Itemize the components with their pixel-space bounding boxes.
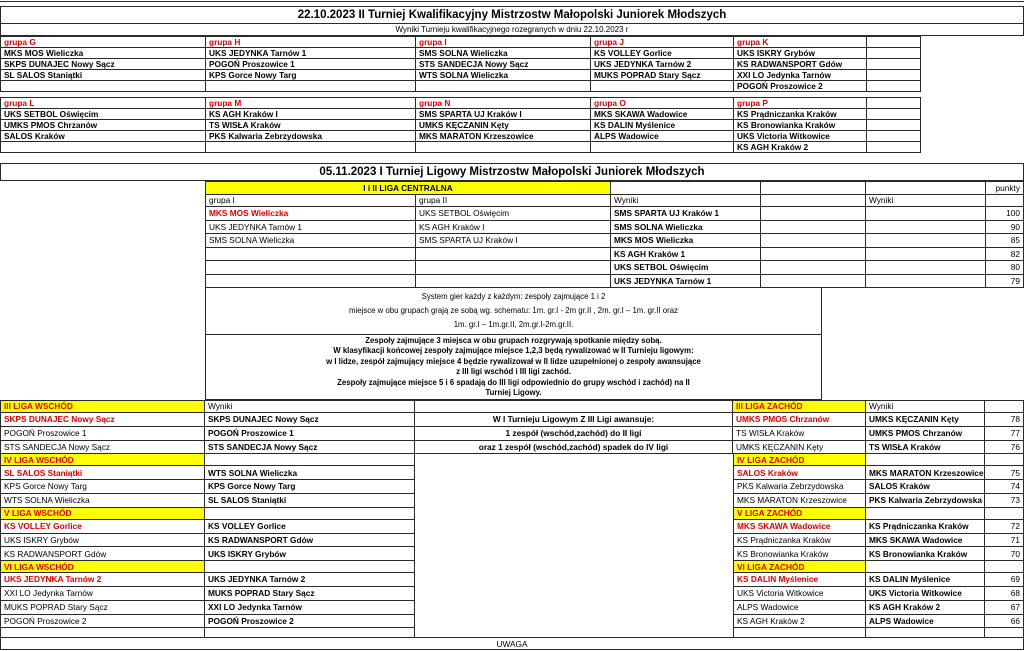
- result-cell: PKS Kalwaria Zebrzydowska: [866, 494, 985, 508]
- league-header-row: [0, 508, 1024, 520]
- group-team-row: [1, 131, 921, 142]
- group-header-cell: grupa N: [416, 98, 591, 109]
- central-banner-cell: I i II LIGA CENTRALNA: [206, 182, 611, 195]
- points-cell: 78: [985, 413, 1024, 427]
- results-label-cell: [205, 454, 415, 466]
- team-cell: [1, 142, 206, 153]
- result-cell: KS RADWANSPORT Gdów: [205, 534, 415, 548]
- result-cell: XXI LO Jedynka Tarnów: [205, 601, 415, 615]
- league-team-row: [0, 547, 1024, 561]
- system-note: [205, 287, 822, 335]
- result-cell: UKS ISKRY Grybów: [205, 547, 415, 561]
- league-header-cell: VI LIGA WSCHÓD: [0, 561, 205, 573]
- points-cell: 66: [985, 615, 1024, 629]
- points-cell: 82: [986, 248, 1024, 262]
- results-label-cell: Wyniki: [866, 401, 985, 413]
- result-cell: TS WISŁA Kraków: [866, 441, 985, 455]
- classification-note: [205, 334, 822, 400]
- middle-cell: [415, 561, 733, 573]
- league-team-row: [0, 601, 1024, 615]
- empty-row: [0, 628, 1024, 638]
- middle-note-cell: [415, 494, 733, 508]
- empty-cell: [761, 234, 866, 248]
- team-cell: SMS SOLNA Wieliczka: [416, 48, 591, 59]
- team-cell: ALPS Wadowice: [733, 601, 866, 615]
- central-team-row: [206, 234, 1024, 248]
- team-cell: MKS MOS Wieliczka: [1, 48, 206, 59]
- team-cell: UKS Victoria Witkowice: [733, 587, 866, 601]
- team-cell: PKS Kalwaria Zebrzydowska: [733, 480, 866, 494]
- empty-cell: [867, 142, 921, 153]
- empty-cell: [866, 248, 986, 262]
- group-header-cell: grupa K: [734, 37, 867, 48]
- team-cell: POGOŃ Proszowice 2: [0, 615, 205, 629]
- empty-cell: [866, 221, 986, 235]
- qualification-groups-table: [0, 36, 1024, 153]
- result-cell: SL SALOS Staniątki: [205, 494, 415, 508]
- middle-note-cell: [415, 587, 733, 601]
- result-cell: KS AGH Kraków 2: [866, 601, 985, 615]
- empty-cell: [0, 628, 205, 638]
- empty-cell: [761, 275, 866, 289]
- group-header-cell: grupa J: [591, 37, 734, 48]
- team-cell: UKS Victoria Witkowice: [734, 131, 867, 142]
- team-cell: MUKS POPRAD Stary Sącz: [0, 601, 205, 615]
- empty-cell: [866, 275, 986, 289]
- empty-cell: [867, 98, 921, 109]
- central-league-table: [205, 181, 1024, 288]
- empty-cell: [985, 401, 1024, 413]
- central-team-row: [206, 248, 1024, 262]
- team-cell: KS DALIN Myślenice: [733, 573, 866, 587]
- empty-cell: [985, 508, 1024, 520]
- middle-note-cell: [415, 480, 733, 494]
- league-header-row: [0, 401, 1024, 413]
- empty-cell: [761, 221, 866, 235]
- points-cell: 74: [985, 480, 1024, 494]
- points-cell: 70: [985, 547, 1024, 561]
- team-cell: UKS SETBOL Oświęcim: [416, 207, 611, 221]
- team-cell: UKS JEDYNKA Tarnów 2: [591, 59, 734, 70]
- points-cell: 73: [985, 494, 1024, 508]
- empty-cell: [867, 48, 921, 59]
- result-cell: UKS JEDYNKA Tarnów 2: [205, 573, 415, 587]
- team-cell: XXI LO Jedynka Tarnów: [734, 70, 867, 81]
- team-cell: KS RADWANSPORT Gdów: [0, 547, 205, 561]
- group-header-cell: grupa M: [206, 98, 416, 109]
- points-cell: 77: [985, 427, 1024, 441]
- result-cell: UMKS KĘCZANIN Kęty: [866, 413, 985, 427]
- team-cell: [416, 248, 611, 262]
- result-cell: SMS SPARTA UJ Kraków 1: [611, 207, 761, 221]
- team-cell: UMKS PMOS Chrzanów: [733, 413, 866, 427]
- empty-cell: [985, 561, 1024, 573]
- group-block: [0, 36, 921, 92]
- team-cell: KS AGH Kraków 2: [733, 615, 866, 629]
- empty-cell: [761, 261, 866, 275]
- team-cell: SL SALOS Staniątki: [0, 466, 205, 480]
- group-team-row: [1, 142, 921, 153]
- empty-cell: [761, 207, 866, 221]
- points-cell: 75: [985, 466, 1024, 480]
- points-cell: 71: [985, 534, 1024, 548]
- middle-note-cell: [415, 534, 733, 548]
- group-team-row: [1, 59, 921, 70]
- team-cell: [416, 261, 611, 275]
- result-cell: SMS SOLNA Wieliczka: [611, 221, 761, 235]
- group-header-cell: grupa L: [1, 98, 206, 109]
- empty-cell: [761, 248, 866, 262]
- result-cell: KPS Gorce Nowy Targ: [205, 480, 415, 494]
- league-header-cell: V LIGA WSCHÓD: [0, 508, 205, 520]
- team-cell: [416, 275, 611, 289]
- empty-cell: [761, 182, 866, 195]
- team-cell: SALOS Kraków: [1, 131, 206, 142]
- central-team-row: [206, 221, 1024, 235]
- team-cell: STS SANDECJA Nowy Sącz: [0, 441, 205, 455]
- team-cell: KPS Gorce Nowy Targ: [206, 70, 416, 81]
- team-cell: UKS JEDYNKA Tarnów 1: [206, 221, 416, 235]
- result-cell: UMKS PMOS Chrzanów: [866, 427, 985, 441]
- team-cell: [206, 81, 416, 92]
- league-header-cell: VI LIGA ZACHÓD: [733, 561, 866, 573]
- team-cell: MKS MARATON Krzeszowice: [733, 494, 866, 508]
- empty-cell: [866, 182, 986, 195]
- qualification-subtitle: Wyniki Turnieju kwalifikacyjnego rozegranych w dniu 22.10.2023 r: [0, 23, 1024, 36]
- middle-note-cell: [415, 520, 733, 534]
- empty-row: [0, 628, 1024, 638]
- group-header-cell: grupa H: [206, 37, 416, 48]
- empty-cell: [867, 120, 921, 131]
- result-cell: STS SANDECJA Nowy Sącz: [205, 441, 415, 455]
- team-cell: [206, 142, 416, 153]
- column-header-cell: grupa II: [416, 195, 611, 207]
- group-block: [0, 97, 921, 153]
- results-label-cell: [866, 508, 985, 520]
- team-cell: MKS MOS Wieliczka: [206, 207, 416, 221]
- middle-note-cell: [415, 466, 733, 480]
- league-team-row: [0, 413, 1024, 427]
- note-line: Zespoły zajmujące miejsce 5 i 6 spadają do III ligi odpowiednio do grupy wschód i zachód) na II: [337, 377, 690, 387]
- team-cell: SMS SPARTA UJ Kraków I: [416, 109, 591, 120]
- team-cell: KS RADWANSPORT Gdów: [734, 59, 867, 70]
- league-team-row: [0, 494, 1024, 508]
- footer-note: UWAGA: [0, 637, 1024, 650]
- league-team-row: [0, 466, 1024, 480]
- league-team-row: [0, 480, 1024, 494]
- result-cell: KS Prądniczanka Kraków: [866, 520, 985, 534]
- league-header-row: [0, 454, 1024, 466]
- empty-cell: [867, 37, 921, 48]
- result-cell: KS DALIN Myślenice: [866, 573, 985, 587]
- team-cell: KS VOLLEY Gorlice: [591, 48, 734, 59]
- team-cell: KS AGH Kraków 2: [734, 142, 867, 153]
- points-cell: 67: [985, 601, 1024, 615]
- group-header-cell: grupa I: [416, 37, 591, 48]
- team-cell: WTS SOLNA Wieliczka: [416, 70, 591, 81]
- team-cell: SKPS DUNAJEC Nowy Sącz: [0, 413, 205, 427]
- empty-cell: [611, 182, 761, 195]
- team-cell: UMKS KĘCZANIN Kęty: [733, 441, 866, 455]
- team-cell: POGOŃ Proszowice 1: [0, 427, 205, 441]
- empty-cell: [867, 131, 921, 142]
- middle-note-cell: oraz 1 zespół (wschód,zachód) spadek do IV ligi: [415, 441, 733, 455]
- team-cell: KS VOLLEY Gorlice: [0, 520, 205, 534]
- team-cell: KS DALIN Myślenice: [591, 120, 734, 131]
- result-cell: SALOS Kraków: [866, 480, 985, 494]
- group-team-row: [1, 81, 921, 92]
- league-team-row: [0, 441, 1024, 455]
- empty-cell: [985, 628, 1024, 638]
- note-line: z III ligi wschód i III ligi zachód.: [456, 367, 571, 376]
- team-cell: [416, 81, 591, 92]
- team-cell: UMKS KĘCZANIN Kęty: [416, 120, 591, 131]
- team-cell: TS WISŁA Kraków: [206, 120, 416, 131]
- group-header-row: [1, 98, 921, 109]
- empty-cell: [866, 261, 986, 275]
- team-cell: [416, 142, 591, 153]
- team-cell: [206, 261, 416, 275]
- points-cell: 79: [986, 275, 1024, 289]
- group-team-row: [1, 48, 921, 59]
- team-cell: MKS SKAWA Wadowice: [591, 109, 734, 120]
- team-cell: [591, 81, 734, 92]
- result-cell: KS VOLLEY Gorlice: [205, 520, 415, 534]
- result-cell: POGOŃ Proszowice 1: [205, 427, 415, 441]
- team-cell: KS Bronowianka Kraków: [734, 120, 867, 131]
- empty-cell: [866, 628, 985, 638]
- central-team-row: [206, 275, 1024, 289]
- result-cell: UKS Victoria Witkowice: [866, 587, 985, 601]
- middle-note-cell: 1 zespół (wschód,zachód) do II ligi: [415, 427, 733, 441]
- column-header-cell: [986, 195, 1024, 207]
- team-cell: POGOŃ Proszowice 2: [734, 81, 867, 92]
- points-cell: 76: [985, 441, 1024, 455]
- league-header-cell: III LIGA WSCHÓD: [0, 401, 205, 413]
- points-cell: 68: [985, 587, 1024, 601]
- column-header-cell: grupa I: [206, 195, 416, 207]
- team-cell: POGOŃ Proszowice 1: [206, 59, 416, 70]
- central-team-row: [206, 261, 1024, 275]
- team-cell: KS AGH Kraków I: [206, 109, 416, 120]
- empty-cell: [867, 59, 921, 70]
- points-cell: 100: [986, 207, 1024, 221]
- column-header-cell: Wyniki: [866, 195, 986, 207]
- team-cell: MKS SKAWA Wadowice: [733, 520, 866, 534]
- results-label-cell: Wyniki: [205, 401, 415, 413]
- league-team-row: [0, 520, 1024, 534]
- note-line: miejsce w obu grupach grają ze sobą wg. schematu: 1m. gr.I - 2m gr.II , 2m. gr.I – 1m. gr.II oraz: [349, 306, 678, 315]
- empty-cell: [867, 81, 921, 92]
- middle-note-cell: [415, 547, 733, 561]
- points-cell: 85: [986, 234, 1024, 248]
- group-team-row: [1, 109, 921, 120]
- empty-cell: [205, 628, 415, 638]
- note-line: W klasyfikacji końcowej zespoły zajmujące miejsce 1,2,3 będą rywalizować w II Turnieju ligowym:: [333, 346, 694, 355]
- team-cell: MKS MARATON Krzeszowice: [416, 131, 591, 142]
- team-cell: [206, 248, 416, 262]
- league-team-row: [0, 573, 1024, 587]
- result-cell: POGOŃ Proszowice 2: [205, 615, 415, 629]
- team-cell: UMKS PMOS Chrzanów: [1, 120, 206, 131]
- group-header-cell: grupa O: [591, 98, 734, 109]
- team-cell: KS Prądniczanka Kraków: [734, 109, 867, 120]
- result-cell: UKS SETBOL Oświęcim: [611, 261, 761, 275]
- team-cell: [591, 142, 734, 153]
- team-cell: PKS Kalwaria Zebrzydowska: [206, 131, 416, 142]
- team-cell: [1, 81, 206, 92]
- note-line: System gier każdy z każdym: zespoły zajmujące 1 i 2: [421, 292, 606, 301]
- middle-cell: [415, 508, 733, 520]
- result-cell: MUKS POPRAD Stary Sącz: [205, 587, 415, 601]
- middle-cell: [415, 454, 733, 466]
- team-cell: KPS Gorce Nowy Targ: [0, 480, 205, 494]
- league-tournament-title: 05.11.2023 I Turniej Ligowy Mistrzostw Małopolski Juniorek Młodszych: [0, 163, 1024, 181]
- note-line: Zespoły zajmujące 3 miejsca w obu grupach rozgrywają spotkanie między sobą.: [365, 335, 662, 345]
- team-cell: KS Prądniczanka Kraków: [733, 534, 866, 548]
- empty-cell: [866, 234, 986, 248]
- league-header-row: [0, 561, 1024, 573]
- group-team-row: [1, 120, 921, 131]
- group-header-cell: grupa P: [734, 98, 867, 109]
- league-team-row: [0, 615, 1024, 629]
- result-cell: KS Bronowianka Kraków: [866, 547, 985, 561]
- team-cell: SMS SOLNA Wieliczka: [206, 234, 416, 248]
- empty-cell: [415, 628, 733, 638]
- points-cell: 80: [986, 261, 1024, 275]
- empty-cell: [733, 628, 866, 638]
- group-team-row: [1, 70, 921, 81]
- team-cell: SALOS Kraków: [733, 466, 866, 480]
- note-line: 1m. gr.I – 1m.gr.II, 2m.gr.I-2m.gr.II.: [453, 320, 574, 329]
- team-cell: KS Bronowianka Kraków: [733, 547, 866, 561]
- team-cell: UKS SETBOL Oświęcim: [1, 109, 206, 120]
- points-cell: 72: [985, 520, 1024, 534]
- league-header-cell: III LIGA ZACHÓD: [733, 401, 866, 413]
- result-cell: MKS MOS Wieliczka: [611, 234, 761, 248]
- central-banner-row: [206, 182, 1024, 195]
- column-header-cell: Wyniki: [611, 195, 761, 207]
- team-cell: KS AGH Kraków I: [416, 221, 611, 235]
- team-cell: MUKS POPRAD Stary Sącz: [591, 70, 734, 81]
- result-cell: KS AGH Kraków 1: [611, 248, 761, 262]
- results-label-cell: [866, 561, 985, 573]
- result-cell: MKS MARATON Krzeszowice: [866, 466, 985, 480]
- column-header-cell: [761, 195, 866, 207]
- empty-cell: [985, 454, 1024, 466]
- league-header-cell: IV LIGA WSCHÓD: [0, 454, 205, 466]
- result-cell: UKS JEDYNKA Tarnów 1: [611, 275, 761, 289]
- group-header-cell: grupa G: [1, 37, 206, 48]
- team-cell: SKPS DUNAJEC Nowy Sącz: [1, 59, 206, 70]
- league-team-row: [0, 534, 1024, 548]
- note-line: Turniej Ligowy.: [485, 388, 542, 397]
- result-cell: WTS SOLNA Wieliczka: [205, 466, 415, 480]
- middle-note-cell: [415, 615, 733, 629]
- team-cell: UKS JEDYNKA Tarnów 2: [0, 573, 205, 587]
- middle-note-cell: W I Turnieju Ligowym Z III Ligi awansuje:: [415, 413, 733, 427]
- league-header-cell: V LIGA ZACHÓD: [733, 508, 866, 520]
- empty-cell: [867, 109, 921, 120]
- points-cell: 90: [986, 221, 1024, 235]
- result-cell: SKPS DUNAJEC Nowy Sącz: [205, 413, 415, 427]
- empty-cell: [867, 70, 921, 81]
- team-cell: SMS SPARTA UJ Kraków I: [416, 234, 611, 248]
- regional-league-tables: [0, 400, 1024, 628]
- team-cell: UKS ISKRY Grybów: [0, 534, 205, 548]
- league-team-row: [0, 587, 1024, 601]
- middle-note-cell: [415, 601, 733, 615]
- note-line: w I lidze, zespół zajmujący miejsce 4 będzie rywalizował w II lidze uzupełnionej o zespoły awansujące: [326, 356, 701, 366]
- league-header-cell: IV LIGA ZACHÓD: [733, 454, 866, 466]
- central-header-row: [206, 195, 1024, 207]
- middle-note-cell: [415, 573, 733, 587]
- results-label-cell: [205, 508, 415, 520]
- team-cell: UKS ISKRY Grybów: [734, 48, 867, 59]
- team-cell: SL SALOS Staniątki: [1, 70, 206, 81]
- results-label-cell: [205, 561, 415, 573]
- middle-cell: [415, 401, 733, 413]
- results-label-cell: [866, 454, 985, 466]
- qualification-title: 22.10.2023 II Turniej Kwalifikacyjny Mistrzostw Małopolski Juniorek Młodszych: [0, 6, 1024, 24]
- team-cell: [206, 275, 416, 289]
- team-cell: XXI LO Jedynka Tarnów: [0, 587, 205, 601]
- team-cell: UKS JEDYNKA Tarnów 1: [206, 48, 416, 59]
- empty-cell: [866, 207, 986, 221]
- central-team-row: [206, 207, 1024, 221]
- team-cell: TS WISŁA Kraków: [733, 427, 866, 441]
- team-cell: STS SANDECJA Nowy Sącz: [416, 59, 591, 70]
- team-cell: ALPS Wadowice: [591, 131, 734, 142]
- league-team-row: [0, 427, 1024, 441]
- team-cell: WTS SOLNA Wieliczka: [0, 494, 205, 508]
- group-header-row: [1, 37, 921, 48]
- result-cell: ALPS Wadowice: [866, 615, 985, 629]
- points-cell: 69: [985, 573, 1024, 587]
- points-header-cell: punkty: [986, 182, 1024, 195]
- top-divider: [0, 0, 1024, 2]
- result-cell: MKS SKAWA Wadowice: [866, 534, 985, 548]
